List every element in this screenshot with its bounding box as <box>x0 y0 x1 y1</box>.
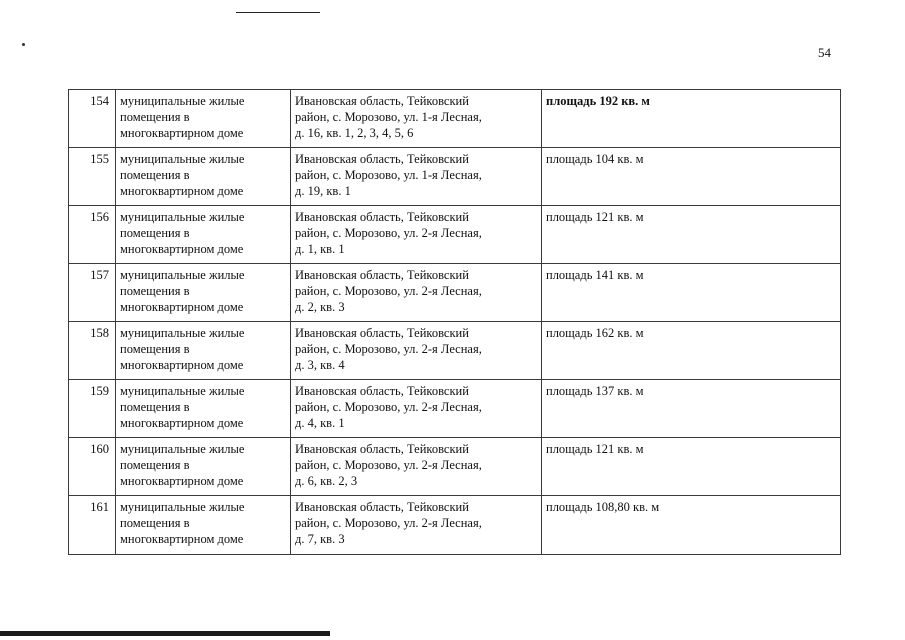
table-row <box>69 148 841 206</box>
table-row <box>69 322 841 380</box>
row-number: 157 <box>69 264 116 322</box>
property-registry-table <box>68 89 841 555</box>
table-row <box>69 206 841 264</box>
row-number: 160 <box>69 438 116 496</box>
property-area: площадь 121 кв. м <box>542 206 841 264</box>
row-number: 158 <box>69 322 116 380</box>
row-number: 159 <box>69 380 116 438</box>
property-address: Ивановская область, Тейковский район, с. Морозово, ул. 2-я Лесная, д. 3, кв. 4 <box>291 322 542 380</box>
property-type: муниципальные жилые помещения в многоквартирном доме <box>116 148 291 206</box>
property-address: Ивановская область, Тейковский район, с. Морозово, ул. 2-я Лесная, д. 6, кв. 2, 3 <box>291 438 542 496</box>
property-type: муниципальные жилые помещения в многоквартирном доме <box>116 380 291 438</box>
property-area: площадь 137 кв. м <box>542 380 841 438</box>
row-number: 156 <box>69 206 116 264</box>
property-type: муниципальные жилые помещения в многоквартирном доме <box>116 264 291 322</box>
table-row <box>69 496 841 555</box>
property-type: муниципальные жилые помещения в многоквартирном доме <box>116 438 291 496</box>
property-area: площадь 162 кв. м <box>542 322 841 380</box>
row-number: 154 <box>69 90 116 148</box>
property-area: площадь 104 кв. м <box>542 148 841 206</box>
property-area: площадь 108,80 кв. м <box>542 496 841 555</box>
table-row <box>69 90 841 148</box>
property-type: муниципальные жилые помещения в многоквартирном доме <box>116 206 291 264</box>
property-address: Ивановская область, Тейковский район, с. Морозово, ул. 2-я Лесная, д. 1, кв. 1 <box>291 206 542 264</box>
property-area: площадь 121 кв. м <box>542 438 841 496</box>
property-type: муниципальные жилые помещения в многоквартирном доме <box>116 90 291 148</box>
row-number: 155 <box>69 148 116 206</box>
scan-speck <box>22 43 25 46</box>
property-address: Ивановская область, Тейковский район, с. Морозово, ул. 1-я Лесная, д. 16, кв. 1, 2, 3, 4, 5, 6 <box>291 90 542 148</box>
table-row <box>69 264 841 322</box>
table-row <box>69 438 841 496</box>
bottom-rule <box>0 631 330 636</box>
property-address: Ивановская область, Тейковский район, с. Морозово, ул. 2-я Лесная, д. 4, кв. 1 <box>291 380 542 438</box>
property-area: площадь 192 кв. м <box>542 90 841 148</box>
top-rule <box>236 12 320 13</box>
property-type: муниципальные жилые помещения в многоквартирном доме <box>116 322 291 380</box>
property-type: муниципальные жилые помещения в многоквартирном доме <box>116 496 291 555</box>
property-address: Ивановская область, Тейковский район, с. Морозово, ул. 1-я Лесная, д. 19, кв. 1 <box>291 148 542 206</box>
property-address: Ивановская область, Тейковский район, с. Морозово, ул. 2-я Лесная, д. 2, кв. 3 <box>291 264 542 322</box>
page-number: 54 <box>818 45 831 60</box>
property-area: площадь 141 кв. м <box>542 264 841 322</box>
row-number: 161 <box>69 496 116 555</box>
property-address: Ивановская область, Тейковский район, с. Морозово, ул. 2-я Лесная, д. 7, кв. 3 <box>291 496 542 555</box>
table-row <box>69 380 841 438</box>
